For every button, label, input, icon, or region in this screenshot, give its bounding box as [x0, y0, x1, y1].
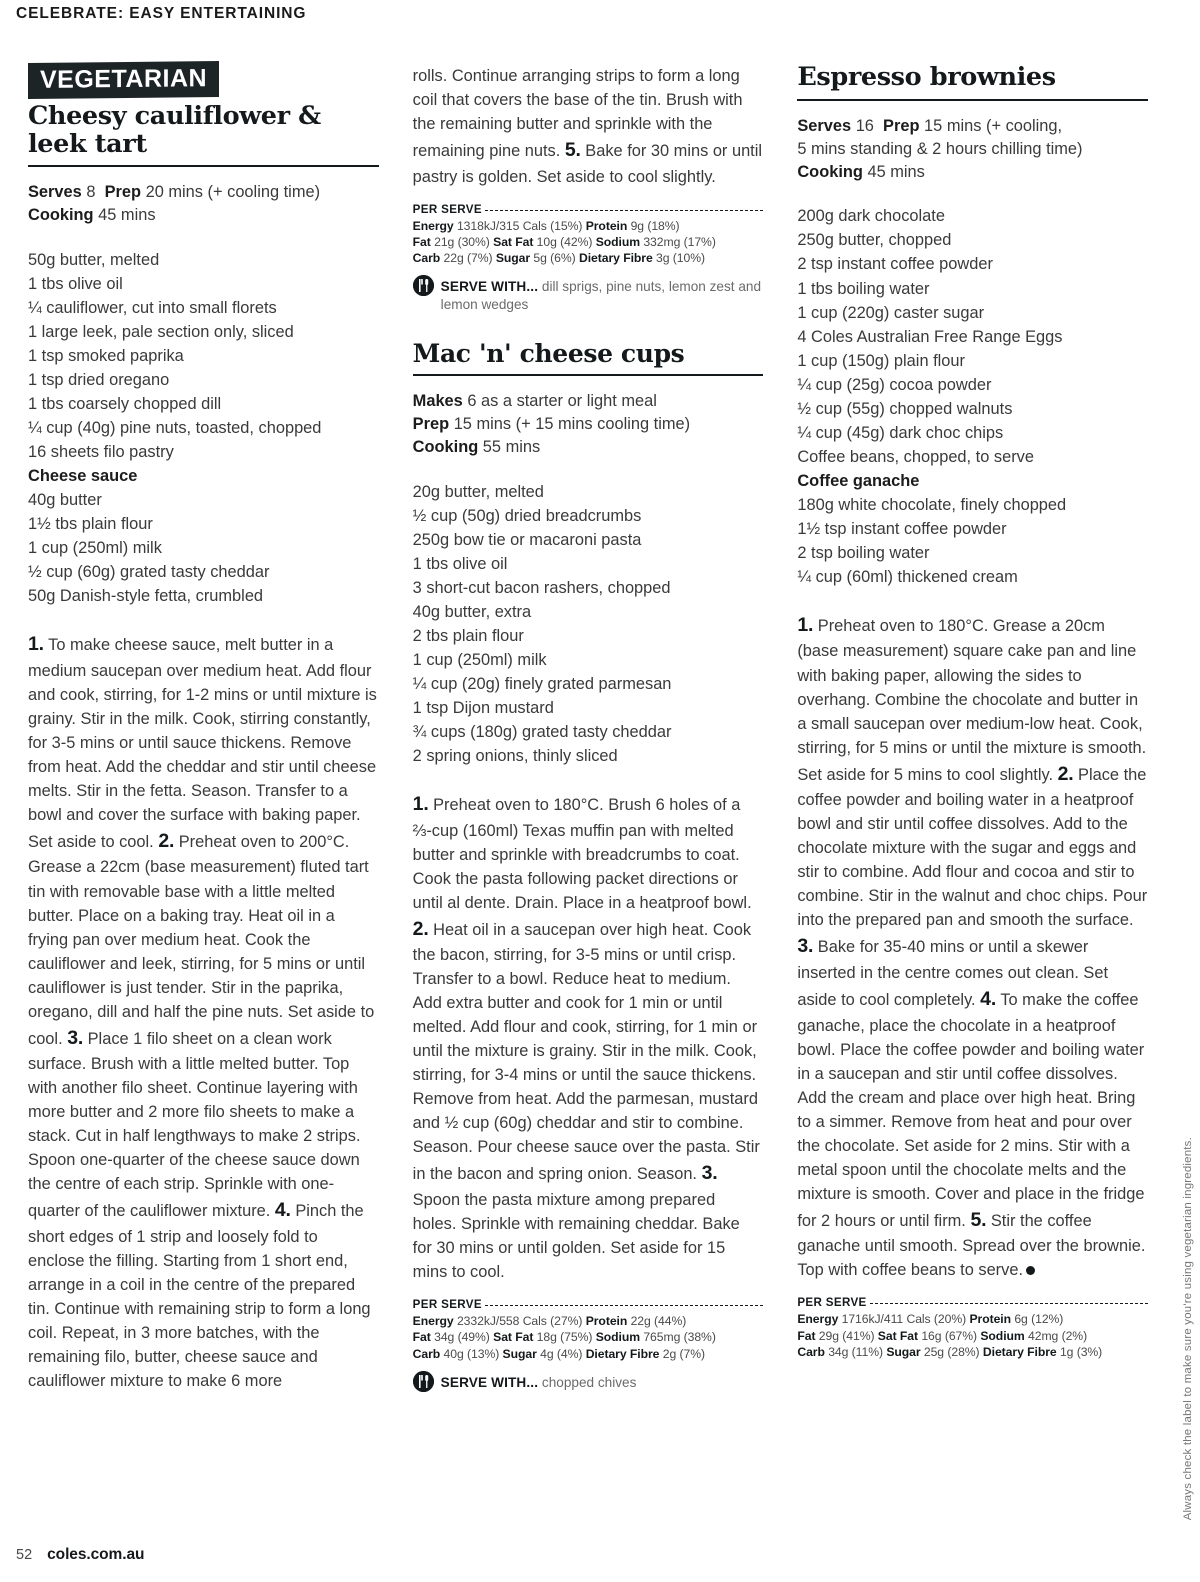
nutrition-key: Energy	[412, 218, 454, 233]
prep-label: Prep	[412, 414, 450, 433]
nutrition-value: 5g (6%)	[533, 251, 576, 266]
serve-with-text	[441, 276, 764, 313]
nutrition-line	[413, 1329, 764, 1345]
dashed-rule	[485, 210, 763, 211]
recipe-title-cauliflower-tart: Cheesy cauliflower & leek tart	[28, 101, 321, 159]
ingredient-item: 1 tbs olive oil	[412, 554, 508, 573]
ingredient-item: 1 cup (250ml) milk	[412, 650, 547, 669]
recipe-title-espresso-brownies: Espresso brownies	[797, 62, 1056, 92]
step-number: 3.	[797, 935, 814, 958]
serve-with-label: SERVE WITH...	[440, 279, 539, 295]
nutrition-key: Sodium	[595, 1330, 641, 1345]
nutrition-key: Fat	[797, 1328, 816, 1343]
recipe1-ingredients	[28, 248, 379, 608]
vegetarian-disclaimer: Always check the label to make sure you're using vegetarian ingredients.	[1182, 1136, 1194, 1520]
step-number: 4.	[274, 1199, 291, 1222]
serves-value: 16	[855, 116, 874, 135]
ingredient-item: ¼ cup (45g) dark choc chips	[797, 423, 1004, 442]
step-number: 5.	[564, 139, 581, 162]
ingredient-item: 50g butter, melted	[28, 250, 160, 269]
step-number: 2.	[1057, 762, 1074, 785]
nutrition-key: Sugar	[502, 1346, 537, 1361]
ingredient-item: 2 tsp instant coffee powder	[797, 255, 993, 274]
nutrition-key: Sugar	[886, 1344, 921, 1359]
nutrition-key: Sodium	[980, 1328, 1025, 1343]
recipe2-ingredients	[413, 480, 764, 768]
nutrition-value: 1318kJ/315 Cals (15%)	[456, 218, 583, 233]
per-serve-heading	[413, 1298, 764, 1311]
step-number: 1.	[412, 792, 429, 815]
cooking-label: Cooking	[797, 163, 863, 182]
step-text: Stir the coffee ganache until smooth. Spread over the brownie. Top with coffee beans to serve.	[797, 1211, 1146, 1280]
dashed-rule	[485, 1305, 763, 1306]
ingredient-item: Coffee beans, chopped, to serve	[797, 447, 1034, 466]
prep-value: 15 mins (+ cooling,	[924, 116, 1063, 135]
ingredient-item: 4 Coles Australian Free Range Eggs	[797, 327, 1063, 346]
nutrition-line	[413, 218, 764, 234]
recipe1-method-continued	[413, 64, 764, 189]
nutrition-value: 34g (49%)	[434, 1330, 490, 1345]
ingredient-item: ¼ cup (60ml) thickened cream	[797, 567, 1018, 586]
ingredient-item: 3 short-cut bacon rashers, chopped	[412, 578, 671, 597]
prep-label: Prep	[883, 116, 920, 135]
step-text: rolls. Continue arranging strips to form a long coil that covers the base of the tin. Brush with the remaining butter and sprinkle with the remaining pine nuts.	[412, 67, 743, 161]
step-text: Bake for 35-40 mins or until a skewer inserted in the centre comes out clean. Set aside to cool completely.	[797, 938, 1109, 1009]
nutrition-value: 16g (67%)	[921, 1328, 978, 1343]
nutrition-value: 9g (18%)	[630, 218, 680, 233]
nutrition-value: 22g (7%)	[443, 251, 493, 266]
per-serve-label: PER SERVE	[797, 1296, 867, 1310]
ingredient-item: ¼ cup (25g) cocoa powder	[797, 375, 992, 394]
recipe2-meta	[413, 390, 764, 460]
nutrition-value: 40g (13%)	[443, 1346, 500, 1361]
step-text: Place 1 filo sheet on a clean work surface. Brush with a little melted butter. Top with another filo sheet. Continue layering with more butter and 2 more filo sheets to make a stack. Cut in half lengthways to make 2 strips. Spoon one-quarter of the cheese sauce down the centre of each strip. Sprinkle with one-quarter of the cauliflower mixture.	[28, 1029, 361, 1221]
nutrition-value: 332mg (17%)	[643, 234, 716, 249]
step-number: 3.	[701, 1162, 718, 1185]
nutrition-key: Carb	[797, 1344, 825, 1359]
ingredient-item: 200g dark chocolate	[797, 207, 945, 226]
ingredient-item: 2 tsp boiling water	[797, 543, 930, 562]
serve-with-note	[413, 1372, 764, 1393]
nutrition-value: 18g (75%)	[536, 1330, 593, 1345]
prep-value-continued: 5 mins standing & 2 hours chilling time)	[797, 139, 1083, 158]
per-serve-label: PER SERVE	[412, 202, 482, 216]
nutrition-value: 4g (4%)	[540, 1346, 583, 1361]
nutrition-value: 42mg (2%)	[1028, 1328, 1088, 1343]
per-serve-label: PER SERVE	[412, 1298, 482, 1312]
title-divider	[413, 374, 764, 376]
nutrition-key: Dietary Fibre	[982, 1344, 1057, 1359]
ingredient-item: 1½ tsp instant coffee powder	[797, 519, 1007, 538]
page-footer	[16, 1546, 144, 1564]
prep-label: Prep	[104, 183, 142, 202]
cutlery-icon	[413, 1371, 434, 1392]
cooking-value: 45 mins	[867, 163, 925, 182]
nutrition-key: Fat	[412, 234, 431, 249]
serves-label: Serves	[28, 183, 82, 202]
ingredient-item: 1 tbs boiling water	[797, 279, 930, 298]
ingredient-item: 250g bow tie or macaroni pasta	[412, 530, 642, 549]
nutrition-line	[797, 1344, 1148, 1360]
nutrition-line	[413, 234, 764, 250]
ingredient-item: 1 tsp Dijon mustard	[412, 698, 554, 717]
nutrition-value: 10g (42%)	[536, 234, 593, 249]
makes-value: 6 as a starter or light meal	[467, 391, 657, 410]
ingredient-item: 16 sheets filo pastry	[28, 442, 174, 461]
column-three	[797, 62, 1148, 1502]
step-text: Pinch the short edges of 1 strip and loosely fold to enclose the filling. Starting from 1 short end, arrange in a coil in the centre of the prepared tin. Continue with remaining strip to form a long coil. Repeat, in 3 more batches, with the remaining filo, butter, cheese sauce and cauliflower mixture to make 6 more	[28, 1202, 371, 1391]
ingredient-item: 1 tsp smoked paprika	[28, 346, 184, 365]
recipe1-meta	[28, 181, 379, 228]
ingredient-item: 50g Danish-style fetta, crumbled	[28, 587, 264, 606]
step-text: Spoon the pasta mixture among prepared holes. Sprinkle with remaining cheddar. Bake for 30 mins or until golden. Set aside for 15 mins to cool.	[412, 1191, 740, 1282]
cooking-value: 55 mins	[482, 438, 541, 457]
ingredient-item: 2 spring onions, thinly sliced	[412, 746, 618, 765]
serve-with-note	[413, 276, 764, 313]
recipe1-method	[28, 630, 379, 1393]
nutrition-key: Dietary Fibre	[578, 251, 653, 266]
serves-value: 8	[86, 183, 96, 202]
recipe-title-mac-n-cheese: Mac 'n' cheese cups	[412, 338, 685, 368]
ingredient-item: ¾ cups (180g) grated tasty cheddar	[412, 722, 672, 741]
step-text: Place the coffee powder and boiling water in a heatproof bowl and stir until coffee dissolves. Add to the chocolate mixture with the sugar and eggs and stir to combine. Add flour and cocoa and stir to combine. Stir in the walnut and choc chips. Pour into the prepared pan and smooth the surface.	[797, 765, 1148, 930]
serves-label: Serves	[797, 116, 852, 135]
step-text: Heat oil in a saucepan over high heat. Cook the bacon, stirring, for 3-5 mins or until crisp. Transfer to a bowl. Reduce heat to medium. Add extra butter and cook for 1 min or until melted. Add flour and cook, stirring, for 1 min or until the mixture is grainy. Stir in the milk. Cook, stirring, for 3-4 mins or until the sauce thickens. Remove from heat. Add the parmesan, mustard and ½ cup (60g) cheddar and stir to combine. Season. Pour cheese sauce over the pasta. Stir in the bacon and spring onion. Season.	[412, 920, 760, 1184]
nutrition-value: 1g (3%)	[1059, 1344, 1103, 1359]
nutrition-key: Energy	[412, 1314, 454, 1329]
makes-label: Makes	[412, 391, 463, 410]
recipe3-ingredients	[797, 204, 1148, 589]
step-text: Preheat oven to 200°C. Grease a 22cm (base measurement) fluted tart tin with removable base with a little melted butter. Place on a baking tray. Heat oil in a frying pan over medium heat. Cook the cauliflower and leek, stirring, for 5 mins or until cauliflower is just tender. Stir in the paprika, oregano, dill and half the pine nuts. Set aside to cool.	[28, 832, 375, 1048]
title-divider	[797, 99, 1148, 101]
nutrition-value: 6g (12%)	[1014, 1312, 1064, 1327]
ingredient-subheading: Cheese sauce	[28, 466, 138, 485]
site-url: coles.com.au	[47, 1546, 145, 1563]
nutrition-value: 3g (10%)	[656, 251, 705, 266]
nutrition-value: 25g (28%)	[923, 1344, 980, 1359]
cooking-label: Cooking	[28, 206, 94, 225]
nutrition-line	[413, 250, 764, 266]
per-serve-heading	[797, 1296, 1148, 1309]
recipe2-method	[413, 790, 764, 1284]
step-number: 1.	[28, 633, 44, 656]
step-number: 5.	[970, 1208, 987, 1231]
step-text: Preheat oven to 180°C. Grease a 20cm (base measurement) square cake pan and line with baking paper, allowing the sides to overhang. Combine the chocolate and butter in a small saucepan over medium-low heat. Cook, stirring, for 5 mins or until the mixture is smooth. Set aside for 5 mins to cool slightly.	[797, 616, 1147, 784]
dashed-rule	[870, 1303, 1148, 1304]
ingredient-item: 2 tbs plain flour	[412, 626, 524, 645]
nutrition-key: Protein	[585, 218, 628, 233]
nutrition-value: 2g (7%)	[662, 1346, 705, 1361]
ingredient-item: 1 tbs olive oil	[28, 274, 123, 293]
ingredient-item: ½ cup (50g) dried breadcrumbs	[412, 506, 642, 525]
nutrition-value: 29g (41%)	[818, 1328, 875, 1343]
nutrition-value: 34g (11%)	[828, 1344, 883, 1359]
step-text: Bake for 30 mins or until pastry is golden. Set aside to cool slightly.	[412, 142, 763, 186]
ingredient-item: 1 tsp dried oregano	[28, 370, 170, 389]
cooking-label: Cooking	[412, 438, 479, 457]
recipe2-nutrition	[413, 1298, 764, 1393]
serve-with-items: dill sprigs, pine nuts, lemon zest and lemon wedges	[440, 279, 762, 313]
ingredient-item: ¼ cup (20g) finely grated parmesan	[412, 674, 672, 693]
nutrition-key: Dietary Fibre	[585, 1346, 660, 1361]
page-kicker: CELEBRATE: EASY ENTERTAINING	[16, 5, 307, 22]
nutrition-key: Carb	[412, 1346, 441, 1361]
step-text: To make the coffee ganache, place the chocolate in a heatproof bowl. Place the coffee powder and boiling water in a saucepan and stir until coffee dissolves. Add the cream and place over high heat. Bring to a simmer. Remove from heat and pour over the chocolate. Set aside for 2 mins. Stir with a metal spoon until the chocolate melts and the mixture is smooth. Cover and place in the fridge for 2 hours or until firm.	[797, 990, 1145, 1230]
nutrition-key: Protein	[969, 1312, 1012, 1327]
recipe3-meta	[797, 115, 1148, 185]
ingredient-item: 180g white chocolate, finely chopped	[797, 495, 1067, 514]
title-divider	[28, 165, 379, 167]
nutrition-line	[413, 1346, 764, 1362]
nutrition-value: 21g (30%)	[434, 234, 490, 249]
prep-value: 15 mins (+ 15 mins cooling time)	[453, 414, 691, 433]
recipe3-method	[797, 611, 1148, 1283]
ingredient-item: 40g butter	[28, 490, 102, 509]
nutrition-key: Sat Fat	[877, 1328, 919, 1343]
step-text: Preheat oven to 180°C. Brush 6 holes of a ⅔-cup (160ml) Texas muffin pan with melted butter and sprinkle with breadcrumbs to coat. Cook the pasta following packet directions or until al dente. Drain. Place in a heatproof bowl.	[412, 795, 752, 912]
recipe1-nutrition	[413, 203, 764, 314]
step-number: 1.	[797, 613, 814, 636]
ingredient-item: 1 tbs coarsely chopped dill	[28, 394, 222, 413]
ingredient-item: 40g butter, extra	[412, 602, 532, 621]
ingredient-item: 1 cup (150g) plain flour	[797, 351, 965, 370]
nutrition-key: Carb	[412, 251, 441, 266]
ingredient-item: ½ cup (60g) grated tasty cheddar	[28, 563, 270, 582]
nutrition-key: Sugar	[495, 251, 531, 266]
ingredient-item: 250g butter, chopped	[797, 231, 952, 250]
column-one	[28, 62, 379, 1502]
nutrition-key: Energy	[797, 1312, 839, 1327]
step-number: 4.	[980, 987, 997, 1010]
ingredient-item: 1 cup (220g) caster sugar	[797, 303, 985, 322]
step-number: 3.	[67, 1026, 84, 1049]
serve-with-text	[441, 1372, 637, 1392]
prep-value: 20 mins (+ cooling time)	[145, 183, 321, 202]
ingredient-item: 1 large leek, pale section only, sliced	[28, 322, 294, 341]
recipe-columns	[28, 62, 1148, 1502]
ingredient-item: ½ cup (55g) chopped walnuts	[797, 399, 1013, 418]
ingredient-item: 1½ tbs plain flour	[28, 515, 153, 533]
nutrition-key: Sat Fat	[493, 234, 534, 249]
nutrition-value: 765mg (38%)	[643, 1330, 716, 1345]
ingredient-item: 1 cup (250ml) milk	[28, 539, 162, 558]
nutrition-line	[797, 1311, 1148, 1327]
nutrition-key: Protein	[585, 1314, 628, 1329]
ingredient-item: 20g butter, melted	[412, 482, 544, 501]
nutrition-value: 1716kJ/411 Cals (20%)	[841, 1312, 967, 1327]
nutrition-line	[797, 1328, 1148, 1344]
step-number: 2.	[158, 829, 175, 852]
step-number: 2.	[412, 917, 429, 940]
ingredient-subheading: Coffee ganache	[797, 471, 920, 490]
nutrition-line	[413, 1313, 764, 1329]
vegetarian-badge: VEGETARIAN	[28, 61, 219, 99]
per-serve-heading	[413, 203, 764, 216]
step-text: To make cheese sauce, melt butter in a medium saucepan over medium heat. Add flour and cook, stirring, for 1-2 mins or until mixture is grainy. Stir in the milk. Cook, stirring constantly, for 3-5 mins or until sauce thickens. Remove from heat. Add the cheddar and stir until cheese melts. Stir in the fetta. Season. Transfer to a bowl and cover the surface with baking paper. Set aside to cool.	[28, 636, 377, 851]
nutrition-value: 2332kJ/558 Cals (27%)	[456, 1314, 583, 1329]
cutlery-icon	[413, 275, 434, 296]
serve-with-label: SERVE WITH...	[440, 1374, 539, 1390]
nutrition-value: 22g (44%)	[630, 1314, 687, 1329]
end-of-recipe-dot	[1026, 1266, 1035, 1275]
ingredient-item: ¼ cup (40g) pine nuts, toasted, chopped	[28, 418, 322, 437]
page-number: 52	[16, 1547, 33, 1563]
recipe3-nutrition	[797, 1296, 1148, 1360]
ingredient-item: ¼ cauliflower, cut into small florets	[28, 298, 277, 317]
cooking-value: 45 mins	[98, 206, 156, 225]
serve-with-items: chopped chives	[538, 1374, 637, 1390]
column-two	[413, 62, 764, 1502]
nutrition-key: Sat Fat	[493, 1330, 534, 1345]
nutrition-key: Sodium	[595, 234, 641, 249]
nutrition-key: Fat	[412, 1330, 431, 1345]
